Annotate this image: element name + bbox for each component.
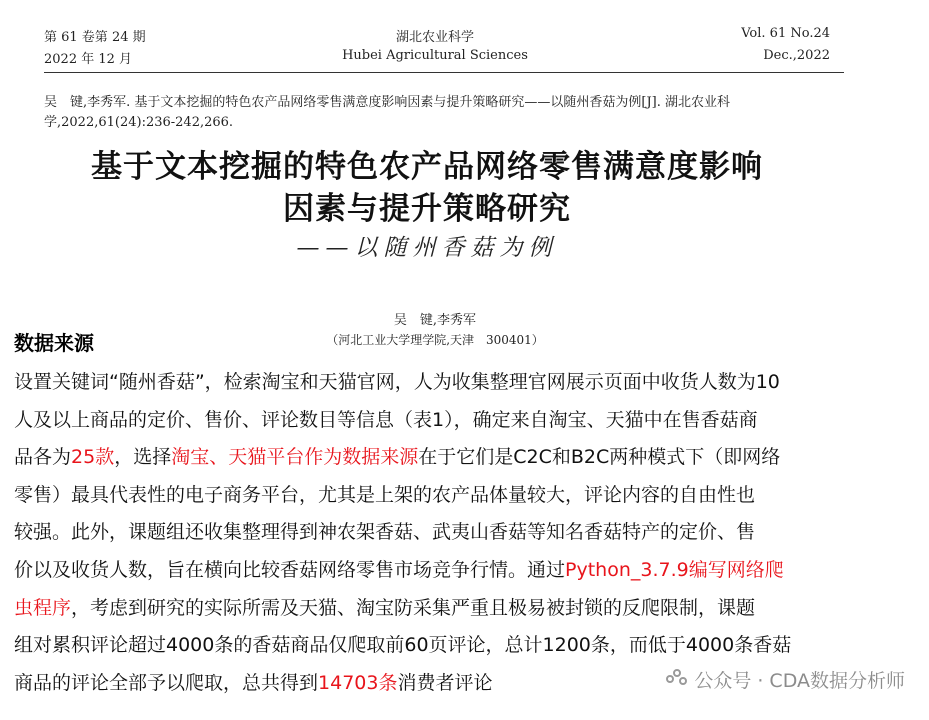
body-line-5: 较强。此外，课题组还收集整理得到神农架香菇、武夷山香菇等知名香菇特产的定价、售	[14, 521, 756, 544]
body-text-run: 品各为	[14, 446, 72, 469]
citation-line-1: 吴 键,李秀军. 基于文本挖掘的特色农产品网络零售满意度影响因素与提升策略研究——以随州香菇为例[J]. 湖北农业科	[44, 95, 731, 110]
wechat-icon	[666, 669, 688, 691]
body-text-run: 商品的评论全部予以爬取，总共得到	[14, 671, 319, 694]
body-line-8: 组对累积评论超过4000条的香菇商品仅爬取前60页评论，总计1200条，而低于4000条香菇	[14, 634, 792, 657]
body-text	[14, 364, 916, 702]
body-text-run: 价以及收货人数，旨在横向比较香菇网络零售市场竞争行情。通过	[14, 558, 566, 581]
paper-subtitle: ——以随州香菇为例	[296, 235, 558, 261]
body-text-run: 在于它们是C2C和B2C两种模式下（即网络	[418, 446, 781, 469]
watermark	[666, 666, 905, 693]
journal-date-en: Dec.,2022	[763, 48, 830, 63]
body-line-6	[14, 552, 916, 590]
body-line-7	[14, 590, 916, 628]
section-heading: 数据来源	[14, 331, 94, 355]
citation-line-2: 学,2022,61(24):236-242,266.	[44, 115, 234, 130]
header-rule	[44, 72, 844, 73]
highlight-crawler: 虫程序	[14, 596, 72, 619]
body-text-run: 消费者评论	[397, 671, 493, 694]
journal-volume-cn: 第 61 卷第 24 期	[44, 30, 146, 45]
body-text-run: ，考虑到研究的实际所需及天猫、淘宝防采集严重且极易被封锁的反爬限制，课题	[71, 596, 756, 619]
body-line-1: 设置关键词“随州香菇”，检索淘宝和天猫官网，人为收集整理官网展示页面中收货人数为10	[14, 371, 780, 393]
journal-name-en: Hubei Agricultural Sciences	[342, 48, 528, 63]
watermark-text: 公众号 · CDA数据分析师	[694, 670, 905, 692]
paper-authors: 吴 键,李秀军	[393, 313, 477, 328]
paper-affiliation: （河北工业大学理学院,天津 300401）	[326, 333, 544, 347]
journal-date-cn: 2022 年 12 月	[44, 52, 133, 67]
journal-name-cn: 湖北农业科学	[395, 30, 474, 45]
highlight-platform: 淘宝、天猫平台作为数据来源	[171, 446, 419, 469]
paper-title-line-1: 基于文本挖掘的特色农产品网络零售满意度影响	[91, 149, 763, 185]
body-line-3	[14, 439, 916, 477]
body-line-4: 零售）最具代表性的电子商务平台，尤其是上架的农产品体量较大，评论内容的自由性也	[14, 483, 756, 506]
body-text-run: ，选择	[114, 446, 172, 469]
paper-title-line-2: 因素与提升策略研究	[283, 191, 571, 227]
highlight-python: Python_3.7.9编写网络爬	[565, 558, 784, 581]
highlight-count: 25款	[71, 446, 115, 469]
journal-volume-en: Vol. 61 No.24	[741, 26, 830, 41]
highlight-reviews: 14703条	[318, 671, 398, 694]
body-line-2: 人及以上商品的定价、售价、评论数目等信息（表1），确定来自淘宝、天猫中在售香菇商	[14, 408, 758, 431]
